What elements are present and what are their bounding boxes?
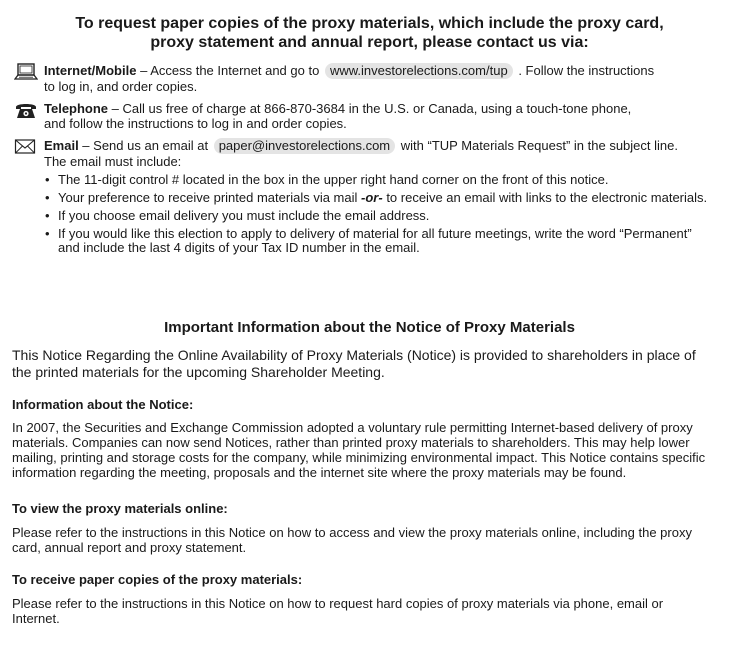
online-heading: To view the proxy materials online: <box>12 501 228 516</box>
bullet-text: If you would like this election to apply to delivery of material for all future meetings, write the word “Permanent” <box>58 226 692 241</box>
contact-internet <box>14 63 734 94</box>
bullet-text: If you choose email delivery you must include the email address. <box>58 208 430 223</box>
request-title-line2: proxy statement and annual report, please contact us via: <box>150 34 589 51</box>
notice-line4: information regarding the meeting, proposals and the internet site where the proxy materials may be found. <box>12 465 627 480</box>
bullet-text: The 11-digit control # located in the box in the upper right hand corner on the front of this notice. <box>58 172 609 187</box>
bullet-text: Your preference to receive printed materials via mail <box>58 190 358 205</box>
internet-line2: to log in, and order copies. <box>44 79 198 94</box>
email-line2: The email must include: <box>44 154 182 169</box>
online-line1: Please refer to the instructions in this Notice on how to access and view the proxy materials online, including the proxy <box>12 525 692 540</box>
notice-heading: Information about the Notice: <box>12 397 194 412</box>
paper-line1: Please refer to the instructions in this Notice on how to request hard copies of proxy materials via phone, email or <box>12 596 664 611</box>
paper-body <box>12 596 734 626</box>
telephone-label: Telephone <box>44 101 109 116</box>
online-body <box>12 525 734 555</box>
email-requirements-list <box>44 173 734 255</box>
email-address-link[interactable]: paper@investorelections.com <box>214 138 395 154</box>
request-title <box>0 14 739 52</box>
internet-text-after: . Follow the instructions <box>518 63 655 78</box>
internet-text: Access the Internet and go to <box>150 63 320 78</box>
bullet-text-line2: and include the last 4 digits of your Tax ID number in the email. <box>58 240 420 255</box>
contact-email <box>14 138 734 255</box>
internet-url-link[interactable]: www.investorelections.com/tup <box>325 63 513 79</box>
notice-line3: mailing, printing and storage costs for the company, while minimizing environmental impact. This Notice contains specific <box>12 450 706 465</box>
important-intro <box>12 347 734 381</box>
list-item <box>44 173 734 187</box>
internet-sep: – <box>136 63 151 78</box>
intro-line1: This Notice Regarding the Online Availability of Proxy Materials (Notice) is provided to shareholders in place of <box>12 347 696 363</box>
email-label: Email <box>44 138 79 153</box>
laptop-icon <box>14 63 38 81</box>
internet-label: Internet/Mobile <box>44 63 137 78</box>
telephone-text: Call us free of charge at 866-870-3684 in the U.S. or Canada, using a touch-tone phone, <box>122 101 632 116</box>
notice-body <box>12 420 734 480</box>
request-title-line1: To request paper copies of the proxy materials, which include the proxy card, <box>75 15 664 32</box>
contact-telephone <box>14 101 734 131</box>
list-item <box>44 209 734 223</box>
email-text: Send us an email at <box>93 138 209 153</box>
email-sep: – <box>78 138 94 153</box>
telephone-icon <box>14 101 38 119</box>
important-title: Important Information about the Notice of Proxy Materials <box>164 319 575 336</box>
envelope-icon <box>14 138 38 156</box>
list-item <box>44 191 734 205</box>
paper-line2: Internet. <box>12 611 60 626</box>
bullet-or-text: -or- <box>361 190 383 205</box>
telephone-sep: – <box>108 101 123 116</box>
paper-heading: To receive paper copies of the proxy materials: <box>12 572 303 587</box>
telephone-line2: and follow the instructions to log in and order copies. <box>44 116 347 131</box>
online-line2: card, annual report and proxy statement. <box>12 540 247 555</box>
email-text-after: with “TUP Materials Request” in the subject line. <box>400 138 678 153</box>
notice-line2: materials. Companies can now send Notices, rather than printed proxy materials to shareholders. This may help lower <box>12 435 690 450</box>
notice-line1: In 2007, the Securities and Exchange Commission adopted a voluntary rule permitting Internet-based delivery of proxy <box>12 420 693 435</box>
intro-line2: the printed materials for the upcoming Shareholder Meeting. <box>12 364 385 380</box>
bullet-text-after: to receive an email with links to the electronic materials. <box>386 190 708 205</box>
list-item <box>44 227 734 255</box>
